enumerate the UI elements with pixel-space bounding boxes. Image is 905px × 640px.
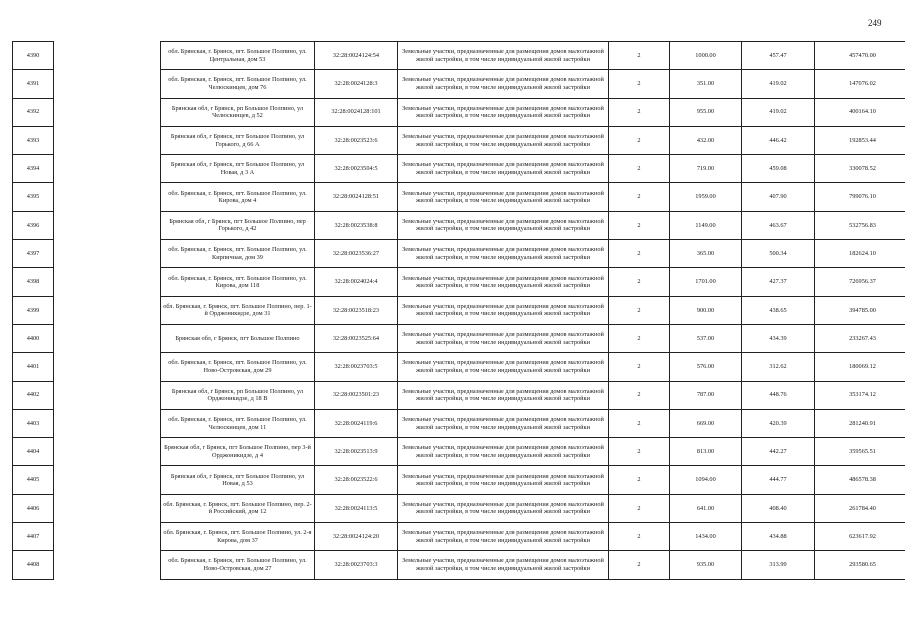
specific-value-cell: 457.47 bbox=[742, 42, 815, 70]
row-number-cell: 4399 bbox=[13, 296, 54, 324]
land-use-cell: Земельные участки, предназначенные для размещения домов малоэтажной жилой застройки, в том числе индивидуальной жилой застройки bbox=[398, 155, 609, 183]
cadastral-value-cell: 180069.12 bbox=[815, 353, 905, 381]
specific-value-cell: 448.76 bbox=[742, 381, 815, 409]
row-number-cell: 4394 bbox=[13, 155, 54, 183]
category-code-cell: 2 bbox=[609, 551, 670, 579]
area-cell: 1434.00 bbox=[670, 523, 742, 551]
blank-cell bbox=[54, 42, 161, 70]
table-row bbox=[13, 324, 905, 352]
row-number-cell: 4390 bbox=[13, 42, 54, 70]
cadastral-number-cell: 32:28:0024128:51 bbox=[315, 183, 398, 211]
cadastral-value-cell: 457470.00 bbox=[815, 42, 905, 70]
table-row bbox=[13, 126, 905, 154]
specific-value-cell: 407.90 bbox=[742, 183, 815, 211]
category-code-cell: 2 bbox=[609, 183, 670, 211]
land-use-cell: Земельные участки, предназначенные для размещения домов малоэтажной жилой застройки, в том числе индивидуальной жилой застройки bbox=[398, 494, 609, 522]
land-use-cell: Земельные участки, предназначенные для размещения домов малоэтажной жилой застройки, в том числе индивидуальной жилой застройки bbox=[398, 466, 609, 494]
address-cell: обл. Брянская, г. Брянск, пгт. Большое Полпино, ул. Центральная, дом 53 bbox=[161, 42, 315, 70]
blank-cell bbox=[54, 409, 161, 437]
specific-value-cell: 313.99 bbox=[742, 551, 815, 579]
address-cell: обл. Брянская, г. Брянск, пгт. Большое Полпино, ул. Ново-Островская, дом 29 bbox=[161, 353, 315, 381]
specific-value-cell: 434.88 bbox=[742, 523, 815, 551]
cadastral-number-cell: 32:28:0023536:27 bbox=[315, 240, 398, 268]
row-number-cell: 4393 bbox=[13, 126, 54, 154]
table-row bbox=[13, 409, 905, 437]
cadastral-number-cell: 32:28:0024128:3 bbox=[315, 70, 398, 98]
cadastral-number-cell: 32:28:0024124:20 bbox=[315, 523, 398, 551]
area-cell: 955.00 bbox=[670, 98, 742, 126]
table-body bbox=[13, 42, 905, 580]
area-cell: 351.00 bbox=[670, 70, 742, 98]
blank-cell bbox=[54, 324, 161, 352]
row-number-cell: 4395 bbox=[13, 183, 54, 211]
land-use-cell: Земельные участки, предназначенные для размещения домов малоэтажной жилой застройки, в том числе индивидуальной жилой застройки bbox=[398, 183, 609, 211]
blank-cell bbox=[54, 70, 161, 98]
area-cell: 641.00 bbox=[670, 494, 742, 522]
area-cell: 1149.00 bbox=[670, 211, 742, 239]
address-cell: обл. Брянская, г. Брянск, пгт. Большое Полпино, пер. 1-й Орджоникидзе, дом 31 bbox=[161, 296, 315, 324]
area-cell: 576.00 bbox=[670, 353, 742, 381]
page-number: 249 bbox=[868, 18, 882, 28]
specific-value-cell: 500.34 bbox=[742, 240, 815, 268]
cadastral-value-cell: 353174.12 bbox=[815, 381, 905, 409]
row-number-cell: 4400 bbox=[13, 324, 54, 352]
address-cell: обл. Брянская, г. Брянск, пгт. Большое Полпино, ул. Кирпичная, дом 39 bbox=[161, 240, 315, 268]
blank-cell bbox=[54, 268, 161, 296]
cadastral-number-cell: 32:28:0023522:6 bbox=[315, 466, 398, 494]
area-cell: 1000.00 bbox=[670, 42, 742, 70]
area-cell: 537.00 bbox=[670, 324, 742, 352]
area-cell: 432.00 bbox=[670, 126, 742, 154]
cadastral-number-cell: 32:28:0024124:54 bbox=[315, 42, 398, 70]
cadastral-number-cell: 32:28:0023501:23 bbox=[315, 381, 398, 409]
cadastral-value-cell: 726956.37 bbox=[815, 268, 905, 296]
blank-cell bbox=[54, 183, 161, 211]
specific-value-cell: 459.08 bbox=[742, 155, 815, 183]
blank-cell bbox=[54, 494, 161, 522]
category-code-cell: 2 bbox=[609, 438, 670, 466]
specific-value-cell: 419.02 bbox=[742, 70, 815, 98]
category-code-cell: 2 bbox=[609, 126, 670, 154]
area-cell: 719.00 bbox=[670, 155, 742, 183]
blank-cell bbox=[54, 240, 161, 268]
row-number-cell: 4403 bbox=[13, 409, 54, 437]
blank-cell bbox=[54, 466, 161, 494]
cadastral-value-cell: 486578.38 bbox=[815, 466, 905, 494]
table-row bbox=[13, 42, 905, 70]
cadastral-number-cell: 32:28:0023523:6 bbox=[315, 126, 398, 154]
table-row bbox=[13, 381, 905, 409]
table-row bbox=[13, 70, 905, 98]
cadastral-value-cell: 147076.02 bbox=[815, 70, 905, 98]
land-use-cell: Земельные участки, предназначенные для размещения домов малоэтажной жилой застройки, в том числе индивидуальной жилой застройки bbox=[398, 381, 609, 409]
specific-value-cell: 446.42 bbox=[742, 126, 815, 154]
cadastral-number-cell: 32:28:0024119:6 bbox=[315, 409, 398, 437]
cadastral-value-cell: 233267.43 bbox=[815, 324, 905, 352]
table-row bbox=[13, 523, 905, 551]
area-cell: 1959.00 bbox=[670, 183, 742, 211]
address-cell: обл. Брянская, г. Брянск, пгт. Большое Полпино, ул. Кирова, дом 4 bbox=[161, 183, 315, 211]
cadastral-value-cell: 192853.44 bbox=[815, 126, 905, 154]
blank-cell bbox=[54, 126, 161, 154]
cadastral-value-cell: 532756.83 bbox=[815, 211, 905, 239]
row-number-cell: 4407 bbox=[13, 523, 54, 551]
cadastral-value-cell: 281240.91 bbox=[815, 409, 905, 437]
table-row bbox=[13, 98, 905, 126]
specific-value-cell: 427.37 bbox=[742, 268, 815, 296]
blank-cell bbox=[54, 296, 161, 324]
row-number-cell: 4401 bbox=[13, 353, 54, 381]
blank-cell bbox=[54, 438, 161, 466]
address-cell: обл. Брянская, г. Брянск, пгт. Большое Полпино, ул. Кирова, дом 118 bbox=[161, 268, 315, 296]
category-code-cell: 2 bbox=[609, 268, 670, 296]
category-code-cell: 2 bbox=[609, 466, 670, 494]
cadastral-value-cell: 330078.52 bbox=[815, 155, 905, 183]
address-cell: Брянская обл, г Брянск, пгт Большое Полпино, ул Горького, д 66 А bbox=[161, 126, 315, 154]
table-row bbox=[13, 240, 905, 268]
category-code-cell: 2 bbox=[609, 240, 670, 268]
cadastral-number-cell: 32:28:0023703:5 bbox=[315, 353, 398, 381]
category-code-cell: 2 bbox=[609, 42, 670, 70]
land-use-cell: Земельные участки, предназначенные для размещения домов малоэтажной жилой застройки, в том числе индивидуальной жилой застройки bbox=[398, 98, 609, 126]
address-cell: обл. Брянская, г. Брянск, пгт. Большое Полпино, пер. 2-й Российский, дом 12 bbox=[161, 494, 315, 522]
cadastral-number-cell: 32:28:0024113:5 bbox=[315, 494, 398, 522]
table-row bbox=[13, 353, 905, 381]
cadastral-value-cell: 261784.40 bbox=[815, 494, 905, 522]
address-cell: Брянская обл, г Брянск, пгт Большое Полпино, ул Новая, д 3 А bbox=[161, 155, 315, 183]
area-cell: 1094.00 bbox=[670, 466, 742, 494]
specific-value-cell: 442.27 bbox=[742, 438, 815, 466]
address-cell: обл. Брянская, г. Брянск, пгт. Большое Полпино, ул. 2-я Кирова, дом 37 bbox=[161, 523, 315, 551]
category-code-cell: 2 bbox=[609, 381, 670, 409]
blank-cell bbox=[54, 155, 161, 183]
category-code-cell: 2 bbox=[609, 155, 670, 183]
category-code-cell: 2 bbox=[609, 409, 670, 437]
specific-value-cell: 420.39 bbox=[742, 409, 815, 437]
blank-cell bbox=[54, 381, 161, 409]
land-use-cell: Земельные участки, предназначенные для размещения домов малоэтажной жилой застройки, в том числе индивидуальной жилой застройки bbox=[398, 523, 609, 551]
row-number-cell: 4404 bbox=[13, 438, 54, 466]
specific-value-cell: 408.40 bbox=[742, 494, 815, 522]
blank-cell bbox=[54, 211, 161, 239]
address-cell: обл. Брянская, г. Брянск, пгт. Большое Полпино, ул. Челюскинцев, дом 11 bbox=[161, 409, 315, 437]
table-row bbox=[13, 494, 905, 522]
category-code-cell: 2 bbox=[609, 353, 670, 381]
area-cell: 813.00 bbox=[670, 438, 742, 466]
blank-cell bbox=[54, 353, 161, 381]
address-cell: обл. Брянская, г. Брянск, пгт. Большое Полпино, ул. Челюскинцев, дом 76 bbox=[161, 70, 315, 98]
cadastral-value-cell: 799076.10 bbox=[815, 183, 905, 211]
blank-cell bbox=[54, 98, 161, 126]
category-code-cell: 2 bbox=[609, 98, 670, 126]
area-cell: 365.00 bbox=[670, 240, 742, 268]
area-cell: 1701.00 bbox=[670, 268, 742, 296]
area-cell: 787.00 bbox=[670, 381, 742, 409]
specific-value-cell: 444.77 bbox=[742, 466, 815, 494]
land-use-cell: Земельные участки, предназначенные для размещения домов малоэтажной жилой застройки, в том числе индивидуальной жилой застройки bbox=[398, 42, 609, 70]
area-cell: 669.00 bbox=[670, 409, 742, 437]
cadastral-value-table bbox=[12, 41, 905, 580]
category-code-cell: 2 bbox=[609, 296, 670, 324]
row-number-cell: 4405 bbox=[13, 466, 54, 494]
row-number-cell: 4406 bbox=[13, 494, 54, 522]
cadastral-value-cell: 400164.10 bbox=[815, 98, 905, 126]
row-number-cell: 4396 bbox=[13, 211, 54, 239]
blank-cell bbox=[54, 523, 161, 551]
land-use-cell: Земельные участки, предназначенные для размещения домов малоэтажной жилой застройки, в том числе индивидуальной жилой застройки bbox=[398, 353, 609, 381]
land-use-cell: Земельные участки, предназначенные для размещения домов малоэтажной жилой застройки, в том числе индивидуальной жилой застройки bbox=[398, 438, 609, 466]
blank-cell bbox=[54, 551, 161, 579]
land-use-cell: Земельные участки, предназначенные для размещения домов малоэтажной жилой застройки, в том числе индивидуальной жилой застройки bbox=[398, 324, 609, 352]
row-number-cell: 4398 bbox=[13, 268, 54, 296]
cadastral-value-cell: 182624.10 bbox=[815, 240, 905, 268]
specific-value-cell: 312.62 bbox=[742, 353, 815, 381]
cadastral-number-cell: 32:28:0023518:23 bbox=[315, 296, 398, 324]
table-row bbox=[13, 211, 905, 239]
table-row bbox=[13, 466, 905, 494]
table-row bbox=[13, 268, 905, 296]
area-cell: 900.00 bbox=[670, 296, 742, 324]
land-use-cell: Земельные участки, предназначенные для размещения домов малоэтажной жилой застройки, в том числе индивидуальной жилой застройки bbox=[398, 211, 609, 239]
category-code-cell: 2 bbox=[609, 523, 670, 551]
cadastral-number-cell: 32:28:0024024:4 bbox=[315, 268, 398, 296]
address-cell: Брянская обл, г Брянск, рп Большое Полпино, ул Челюскинцев, д 52 bbox=[161, 98, 315, 126]
area-cell: 935.00 bbox=[670, 551, 742, 579]
cadastral-value-cell: 623617.92 bbox=[815, 523, 905, 551]
address-cell: обл. Брянская, г. Брянск, пгт. Большое Полпино, ул. Ново-Островская, дом 27 bbox=[161, 551, 315, 579]
land-use-cell: Земельные участки, предназначенные для размещения домов малоэтажной жилой застройки, в том числе индивидуальной жилой застройки bbox=[398, 551, 609, 579]
cadastral-number-cell: 32:28:0023513:9 bbox=[315, 438, 398, 466]
table-row bbox=[13, 438, 905, 466]
address-cell: Брянская обл, г Брянск, рп Большое Полпино, ул Орджоникидзе, д 18 В bbox=[161, 381, 315, 409]
cadastral-number-cell: 32:28:0024128:101 bbox=[315, 98, 398, 126]
row-number-cell: 4402 bbox=[13, 381, 54, 409]
address-cell: Брянская обл, г Брянск, пгт Большое Полпино, ул Новая, д 53 bbox=[161, 466, 315, 494]
specific-value-cell: 434.39 bbox=[742, 324, 815, 352]
table-row bbox=[13, 296, 905, 324]
cadastral-value-cell: 394785.00 bbox=[815, 296, 905, 324]
row-number-cell: 4397 bbox=[13, 240, 54, 268]
land-use-cell: Земельные участки, предназначенные для размещения домов малоэтажной жилой застройки, в том числе индивидуальной жилой застройки bbox=[398, 240, 609, 268]
land-use-cell: Земельные участки, предназначенные для размещения домов малоэтажной жилой застройки, в том числе индивидуальной жилой застройки bbox=[398, 296, 609, 324]
table-row bbox=[13, 551, 905, 579]
land-use-cell: Земельные участки, предназначенные для размещения домов малоэтажной жилой застройки, в том числе индивидуальной жилой застройки bbox=[398, 126, 609, 154]
row-number-cell: 4391 bbox=[13, 70, 54, 98]
category-code-cell: 2 bbox=[609, 211, 670, 239]
address-cell: Брянская обл, г Брянск, пгт Большое Полпино, пер Горького, д 42 bbox=[161, 211, 315, 239]
category-code-cell: 2 bbox=[609, 70, 670, 98]
cadastral-number-cell: 32:28:0023538:8 bbox=[315, 211, 398, 239]
cadastral-number-cell: 32:28:0023525:64 bbox=[315, 324, 398, 352]
cadastral-value-cell: 293580.65 bbox=[815, 551, 905, 579]
land-use-cell: Земельные участки, предназначенные для размещения домов малоэтажной жилой застройки, в том числе индивидуальной жилой застройки bbox=[398, 268, 609, 296]
table-row bbox=[13, 155, 905, 183]
specific-value-cell: 463.67 bbox=[742, 211, 815, 239]
address-cell: Брянская обл, г Брянск, пгт Большое Полпино, пер 3-й Орджоникидзе, д 4 bbox=[161, 438, 315, 466]
land-use-cell: Земельные участки, предназначенные для размещения домов малоэтажной жилой застройки, в том числе индивидуальной жилой застройки bbox=[398, 70, 609, 98]
specific-value-cell: 419.02 bbox=[742, 98, 815, 126]
cadastral-number-cell: 32:28:0023703:3 bbox=[315, 551, 398, 579]
table-row bbox=[13, 183, 905, 211]
row-number-cell: 4392 bbox=[13, 98, 54, 126]
category-code-cell: 2 bbox=[609, 324, 670, 352]
row-number-cell: 4408 bbox=[13, 551, 54, 579]
cadastral-value-cell: 359565.51 bbox=[815, 438, 905, 466]
cadastral-number-cell: 32:28:0023504:5 bbox=[315, 155, 398, 183]
address-cell: Брянская обл, г Брянск, пгт Большое Полпино bbox=[161, 324, 315, 352]
specific-value-cell: 438.65 bbox=[742, 296, 815, 324]
category-code-cell: 2 bbox=[609, 494, 670, 522]
land-use-cell: Земельные участки, предназначенные для размещения домов малоэтажной жилой застройки, в том числе индивидуальной жилой застройки bbox=[398, 409, 609, 437]
